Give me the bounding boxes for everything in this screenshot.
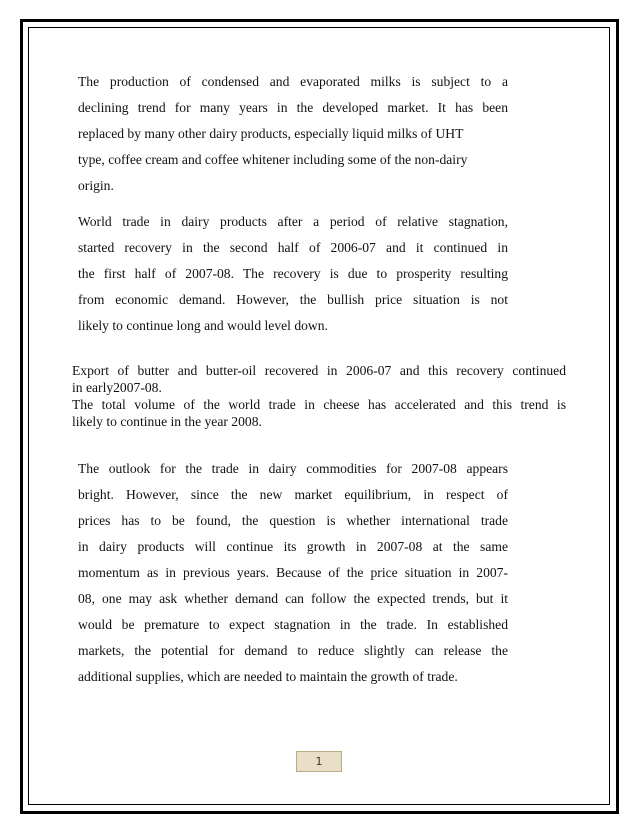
text-line: prices has to be found, the question is whether international trade (78, 513, 508, 528)
text-line: replaced by many other dairy products, especially liquid milks of UHT (78, 126, 464, 141)
text-line: declining trend for many years in the developed market. It has been (78, 100, 508, 115)
text-line: Export of butter and butter-oil recovered in 2006-07 and this recovery continued (72, 363, 566, 378)
text-line: bright. However, since the new market equilibrium, in respect of (78, 487, 508, 502)
text-line: The outlook for the trade in dairy commodities for 2007-08 appears (78, 461, 508, 476)
text-line: in early2007-08. (72, 380, 162, 395)
text-line: started recovery in the second half of 2006-07 and it continued in (78, 240, 508, 255)
text-line: The production of condensed and evaporated milks is subject to a (78, 74, 508, 89)
text-line: type, coffee cream and coffee whitener including some of the non-dairy (78, 152, 468, 167)
text-line: World trade in dairy products after a period of relative stagnation, (78, 214, 508, 229)
text-line: The total volume of the world trade in cheese has accelerated and this trend is (72, 397, 566, 412)
text-line: additional supplies, which are needed to maintain the growth of trade. (78, 669, 458, 684)
text-line: from economic demand. However, the bullish price situation is not (78, 292, 508, 307)
text-line: 08, one may ask whether demand can follow the expected trends, but it (78, 591, 508, 606)
text-line: origin. (78, 178, 114, 193)
text-line: markets, the potential for demand to reduce slightly can release the (78, 643, 508, 658)
text-line: likely to continue in the year 2008. (72, 414, 262, 429)
text-line: momentum as in previous years. Because of the price situation in 2007- (78, 565, 508, 580)
text-line: the first half of 2007-08. The recovery is due to prosperity resulting (78, 266, 508, 281)
text-line: would be premature to expect stagnation in the trade. In established (78, 617, 508, 632)
text-line: in dairy products will continue its growth in 2007-08 at the same (78, 539, 508, 554)
text-line: likely to continue long and would level down. (78, 318, 328, 333)
page-number-badge: 1 (296, 751, 342, 772)
